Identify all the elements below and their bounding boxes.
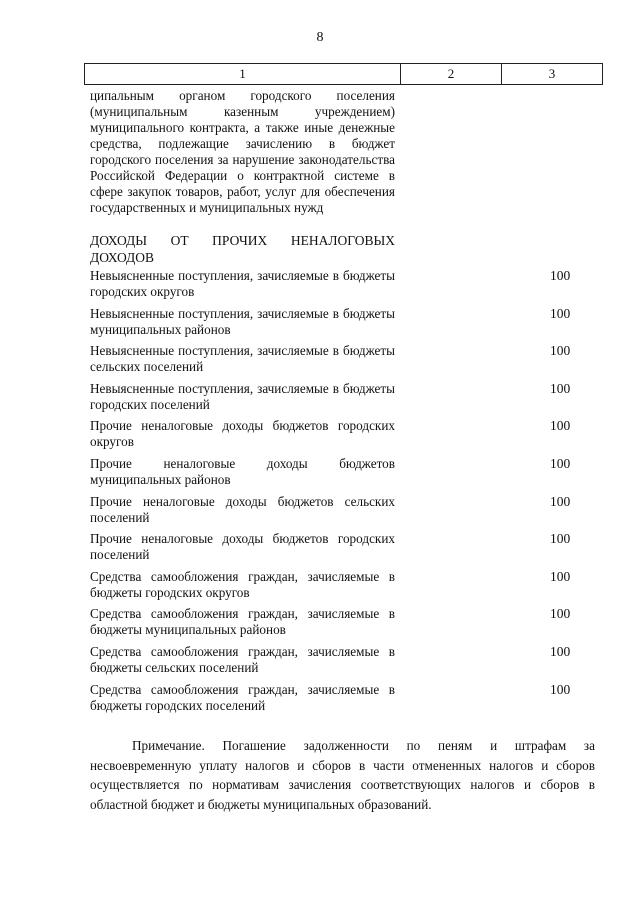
footnote: Примечание. Погашение задолженности по пеням и штрафам за несвоевременную уплату налогов и сборов в части отмененных налогов и сборов осуществляется по нормативам зачисления соответствующих налогов и сборов в областной бюджет и бюджеты муниципальных образований. xyxy=(90,738,595,812)
row-value: 100 xyxy=(550,343,571,359)
row-value: 100 xyxy=(550,606,571,622)
table-row xyxy=(90,682,595,720)
row-description: Средства самообложения граждан, зачисляемые в бюджеты городских поселений xyxy=(90,681,395,713)
row-description: Средства самообложения граждан, зачисляемые в бюджеты муниципальных районов xyxy=(90,606,395,638)
table-row xyxy=(90,494,595,532)
column-header-3: 3 xyxy=(502,64,603,85)
row-value: 100 xyxy=(550,531,571,547)
row-description: Прочие неналоговые доходы бюджетов сельских поселений xyxy=(90,493,395,525)
table-row xyxy=(90,456,595,494)
table-row xyxy=(90,268,595,306)
row-value: 100 xyxy=(550,418,571,434)
section-title: ДОХОДЫ ОТ ПРОЧИХ НЕНАЛОГОВЫХ ДОХОДОВ xyxy=(90,233,395,265)
column-header-1: 1 xyxy=(85,64,401,85)
table-row xyxy=(90,531,595,569)
row-description: Невыясненные поступления, зачисляемые в бюджеты муниципальных районов xyxy=(90,305,395,337)
table-header xyxy=(84,63,603,85)
row-description: Средства самообложения граждан, зачисляемые в бюджеты городских округов xyxy=(90,568,395,600)
row-value: 100 xyxy=(550,568,571,584)
table-row xyxy=(90,343,595,381)
column-header-2: 2 xyxy=(401,64,502,85)
row-value: 100 xyxy=(550,455,571,471)
income-rows xyxy=(90,268,595,719)
row-value: 100 xyxy=(550,643,571,659)
row-value: 100 xyxy=(550,493,571,509)
table-row xyxy=(90,381,595,419)
row-description: Прочие неналоговые доходы бюджетов городских округов xyxy=(90,418,395,450)
row-value: 100 xyxy=(550,681,571,697)
row-description: Невыясненные поступления, зачисляемые в бюджеты городских поселений xyxy=(90,380,395,412)
row-description: Невыясненные поступления, зачисляемые в бюджеты сельских поселений xyxy=(90,343,395,375)
table-row xyxy=(90,418,595,456)
row-description: Прочие неналоговые доходы бюджетов муниципальных районов xyxy=(90,455,395,487)
continued-row-text: ципальным органом городского поселения (муниципальным казенным учреждением) муниципального контракта, а также иные денежные средства, подлежащие зачислению в бюджет городского поселения за нарушение законодательства Российской Федерации о контрактной системе в сфере закупок товаров, работ, услуг для обеспечения государственных и муниципальных нужд xyxy=(90,88,395,215)
row-description: Средства самообложения граждан, зачисляемые в бюджеты сельских поселений xyxy=(90,643,395,675)
page-number: 8 xyxy=(316,30,324,45)
row-value: 100 xyxy=(550,380,571,396)
row-description: Невыясненные поступления, зачисляемые в бюджеты городских округов xyxy=(90,268,395,299)
row-description: Прочие неналоговые доходы бюджетов городских поселений xyxy=(90,531,395,563)
table-row xyxy=(90,606,595,644)
table-row xyxy=(90,644,595,682)
table-row xyxy=(90,569,595,607)
row-value: 100 xyxy=(550,268,571,283)
row-value: 100 xyxy=(550,305,571,321)
table-row xyxy=(90,306,595,344)
